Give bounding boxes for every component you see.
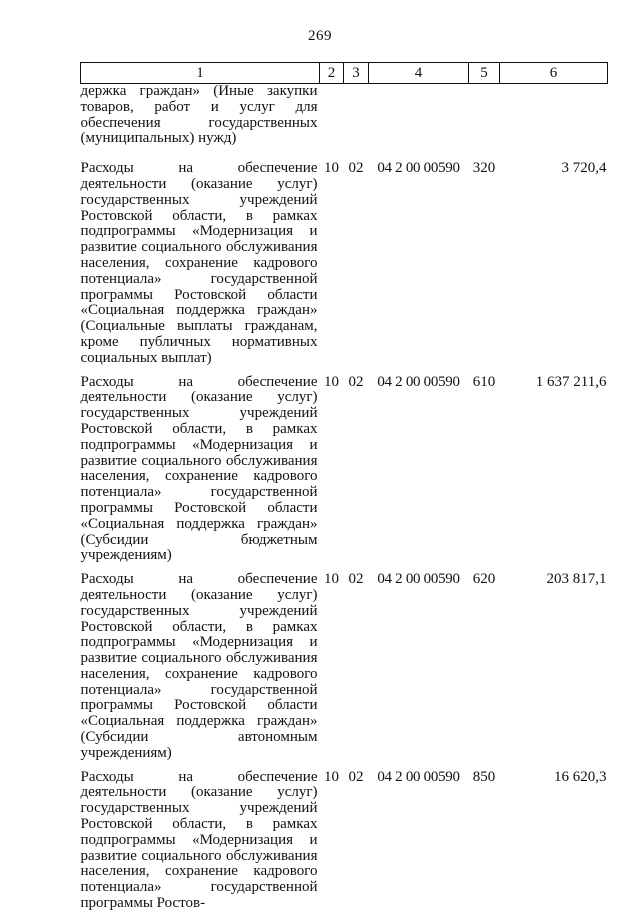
table-row bbox=[81, 161, 608, 374]
column-header-4: 4 bbox=[369, 63, 469, 84]
row-description: Расходы на обеспечение деятельности (оказание услуг) государственных учреждений Ростовской области, в рамках подпрограммы «Модернизация и развитие социального обслуживания населения, сохранение кадрового потенциала» государственной программы Ростовской области «Социальная поддержка граждан» (Субсидии автономным учреждениям) bbox=[80, 571, 318, 761]
table-body bbox=[81, 84, 608, 920]
row-section bbox=[320, 84, 344, 162]
row-expense-type: 850 bbox=[472, 768, 496, 785]
row-expense-type bbox=[469, 84, 500, 162]
table-row bbox=[81, 375, 608, 573]
row-subsection: 02 bbox=[348, 768, 364, 785]
row-description: Расходы на обеспечение деятельности (оказание услуг) государственных учреждений Ростовской области, в рамках подпрограммы «Модернизация и развитие социального обслуживания населения, сохранение кадрового потенциала» государственной программы Ростов- bbox=[80, 768, 318, 912]
row-target-article: 04 2 00 00590 bbox=[377, 373, 460, 390]
row-expense-type: 620 bbox=[472, 571, 496, 588]
column-header-1: 1 bbox=[81, 63, 320, 84]
row-subsection: 02 bbox=[348, 160, 364, 177]
row-description: Расходы на обеспечение деятельности (оказание услуг) государственных учреждений Ростовской области, в рамках подпрограммы «Модернизация и развитие социального обслуживания населения, сохранение кадрового потенциала» государственной программы Ростовской области «Социальная поддержка граждан» (Субсидии бюджетным учреждениям) bbox=[80, 373, 318, 564]
row-amount: 16 620,3 bbox=[554, 768, 607, 785]
row-target-article: 04 2 00 00590 bbox=[377, 768, 460, 785]
row-subsection: 02 bbox=[348, 571, 364, 588]
row-amount: 203 817,1 bbox=[546, 571, 607, 588]
column-header-3: 3 bbox=[344, 63, 369, 84]
row-section: 10 bbox=[324, 768, 339, 785]
row-subsection: 02 bbox=[348, 373, 364, 390]
table-row bbox=[81, 84, 608, 162]
row-amount: 3 720,4 bbox=[561, 160, 607, 177]
column-header-2: 2 bbox=[320, 63, 344, 84]
page-number: 269 bbox=[308, 28, 332, 44]
row-subsection bbox=[344, 84, 369, 162]
budget-table bbox=[80, 62, 608, 920]
table-row bbox=[81, 572, 608, 770]
table-row bbox=[81, 770, 608, 920]
table-header-row bbox=[81, 63, 608, 84]
row-amount bbox=[500, 84, 608, 162]
row-amount: 1 637 211,6 bbox=[535, 373, 607, 390]
row-section: 10 bbox=[324, 160, 339, 177]
column-header-5: 5 bbox=[469, 63, 500, 84]
column-header-6: 6 bbox=[500, 63, 608, 84]
row-description: Расходы на обеспечение деятельности (оказание услуг) государственных учреждений Ростовской области, в рамках подпрограммы «Модернизация и развитие социального обслуживания населения, сохранение кадрового потенциала» государственной программы Ростовской области «Социальная поддержка граждан» (Социальные выплаты гражданам, кроме публичных нормативных социальных выплат) bbox=[80, 160, 318, 366]
row-target-article: 04 2 00 00590 bbox=[377, 160, 460, 177]
row-expense-type: 610 bbox=[472, 373, 496, 390]
row-section: 10 bbox=[324, 571, 339, 588]
row-target-article bbox=[369, 84, 469, 162]
row-expense-type: 320 bbox=[472, 160, 496, 177]
row-description: держка граждан» (Иные закупки товаров, работ и услуг для обеспечения государственных (муниципальных) нужд) bbox=[80, 83, 318, 147]
row-target-article: 04 2 00 00590 bbox=[377, 571, 460, 588]
row-section: 10 bbox=[324, 373, 339, 390]
table-header bbox=[81, 63, 608, 84]
